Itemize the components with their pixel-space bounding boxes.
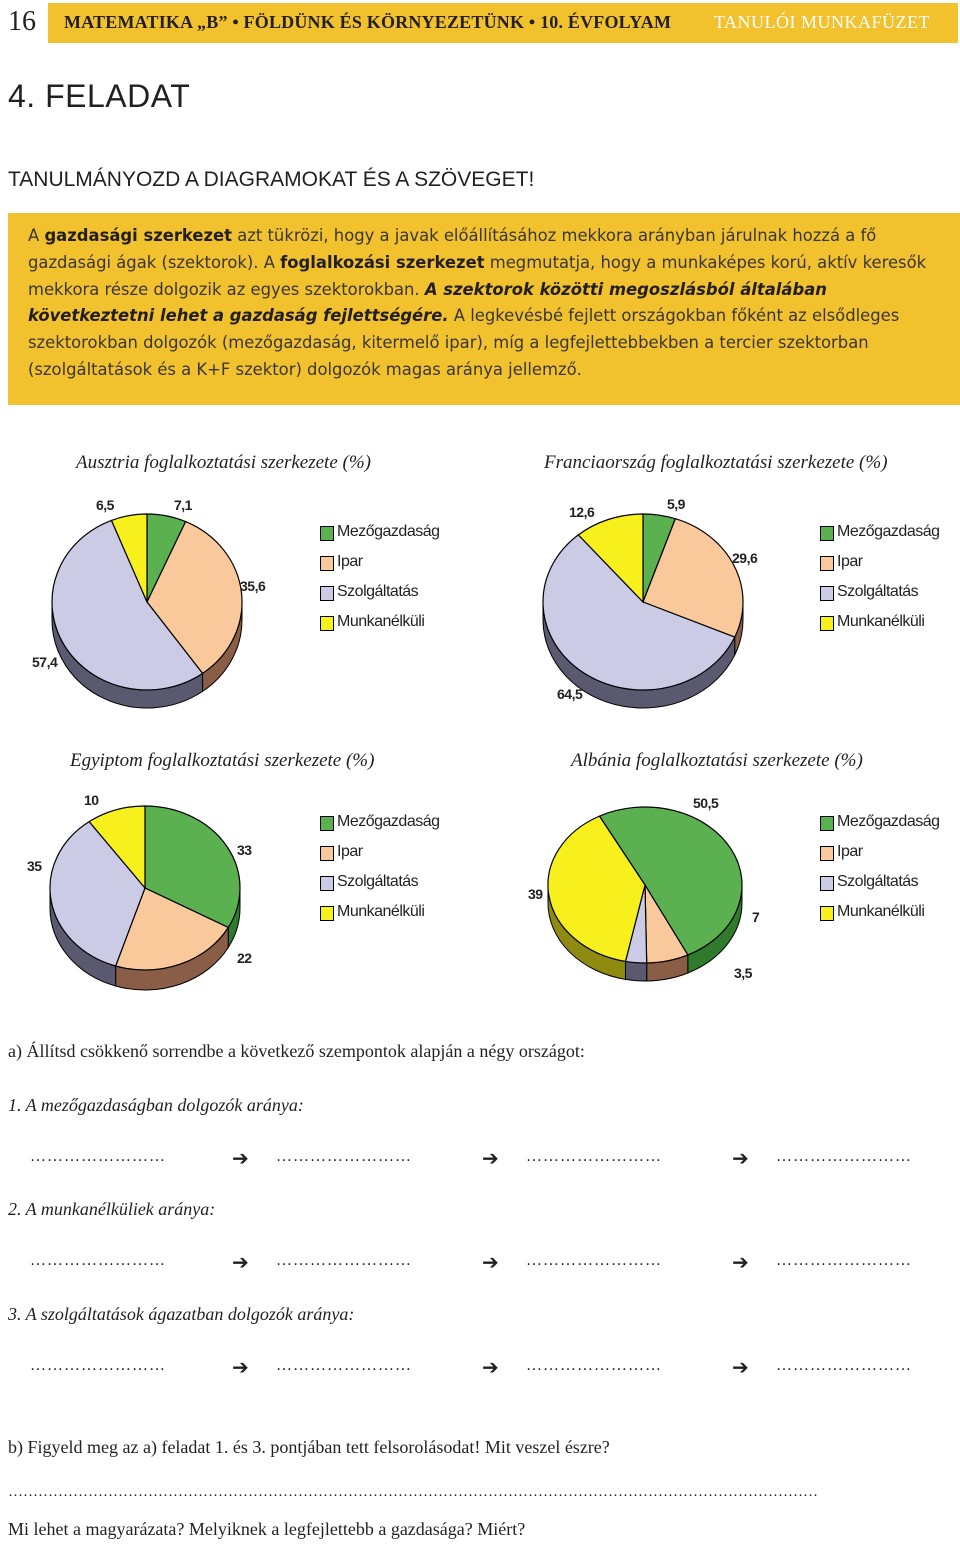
answer-blank[interactable]: …………………… [526,1357,662,1374]
instruction: TANULMÁNYOZD A DIAGRAMOKAT ÉS A SZÖVEGET! [8,168,535,191]
page-number: 16 [8,6,36,37]
legend-label: Szolgáltatás [337,873,419,890]
label-austria-services: 57,4 [32,654,58,670]
label-egypt-services: 35 [27,858,42,874]
arrow-right-icon: ➔ [482,1146,499,1170]
answer-blank[interactable]: …………………… [30,1357,166,1374]
pie-chart-france [540,510,780,710]
arrow-right-icon: ➔ [482,1355,499,1379]
legend-label: Mezőgazdaság [337,813,440,830]
label-albania-industry: 7 [752,909,760,925]
answer-blank[interactable]: …………………… [276,1252,412,1269]
label-egypt-industry: 22 [237,950,252,966]
task-title: 4. FELADAT [8,78,191,114]
legend-swatch [820,906,834,921]
legend-swatch [820,846,834,861]
legend-swatch [820,556,834,571]
label-albania-agriculture: 50,5 [693,795,719,811]
legend-label: Mezőgazdaság [837,813,940,830]
label-france-unemployed: 12,6 [569,504,595,520]
answer-blank[interactable]: …………………… [30,1252,166,1269]
arrow-right-icon: ➔ [232,1250,249,1274]
question-2: 2. A munkanélküliek aránya: [8,1199,216,1219]
label-austria-unemployed: 6,5 [96,497,114,513]
legend-swatch [320,876,334,891]
answer-blank[interactable]: …………………… [776,1357,912,1374]
legend-label: Ipar [837,843,863,860]
label-france-services: 64,5 [557,686,583,702]
legend-label: Szolgáltatás [837,583,919,600]
chart-title-france: Franciaország foglalkoztatási szerkezete (%) [544,452,888,473]
legend-swatch [820,616,834,631]
legend-swatch [820,526,834,541]
pie-side-szolgáltatás [625,961,646,981]
answer-blank[interactable]: …………………… [526,1252,662,1269]
legend-label: Munkanélküli [337,613,425,630]
arrow-right-icon: ➔ [232,1146,249,1170]
legend-swatch [320,816,334,831]
label-egypt-agriculture: 33 [237,842,252,858]
legend-swatch [820,816,834,831]
legend-swatch [820,876,834,891]
info-text-1: A [28,226,45,245]
legend-swatch [320,556,334,571]
answer-blank[interactable]: …………………… [776,1148,912,1165]
legend-swatch [320,616,334,631]
legend-swatch [320,906,334,921]
arrow-right-icon: ➔ [232,1355,249,1379]
info-text-4: A legkevésbé fejlett országokban főként az elsődleges szektorokban dolgozók (mezőgazdaság, kitermelő ipar), míg a legfejlettebbekben a tercier szektorban (szolgáltatások és a K+F szektor) dolgozók magas aránya jellemző. [28,306,900,379]
legend-label: Mezőgazdaság [837,523,940,540]
header-title: MATEMATIKA „B” • FÖLDÜNK ÉS KÖRNYEZETÜNK • 10. ÉVFOLYAM [64,12,672,32]
label-albania-services: 3,5 [734,965,752,981]
answer-line[interactable]: ……………………………………………………………………………………………………………………………………………… [8,1484,818,1500]
label-austria-agriculture: 7,1 [174,497,192,513]
info-text-2: azt tükrözi, hogy a javak előállításához mekkora arányban járulnak hozzá a fő gazdasági ágak (szektorok). A [28,226,877,272]
answer-blank[interactable]: …………………… [276,1357,412,1374]
legend-label: Szolgáltatás [837,873,919,890]
answer-blank[interactable]: …………………… [776,1252,912,1269]
answer-blank[interactable]: …………………… [30,1148,166,1165]
answer-blank[interactable]: …………………… [276,1148,412,1165]
info-text-3: megmutatja, hogy a munkaképes korú, aktív keresők mekkora része dolgozik az egyes szektorokban. [28,252,927,299]
legend-label: Munkanélküli [337,903,425,920]
answer-blank[interactable]: …………………… [526,1148,662,1165]
page-header [0,0,960,46]
legend-label: Ipar [837,553,863,570]
chart-title-austria: Ausztria foglalkoztatási szerkezete (%) [76,452,371,473]
legend-label: Mezőgazdaság [337,523,440,540]
legend-label: Munkanélküli [837,613,925,630]
label-albania-unemployed: 39 [528,886,543,902]
arrow-right-icon: ➔ [732,1146,749,1170]
legend-swatch [320,846,334,861]
arrow-right-icon: ➔ [732,1250,749,1274]
header-right-label: TANULÓI MUNKAFÜZET [713,12,930,32]
label-france-industry: 29,6 [732,550,758,566]
chart-title-egypt: Egyiptom foglalkoztatási szerkezete (%) [70,750,375,771]
legend-swatch [320,526,334,541]
pie-chart-egypt [40,800,280,1000]
chart-title-albania: Albánia foglalkoztatási szerkezete (%) [571,750,863,771]
pie-chart-austria [40,510,280,710]
question-3: 3. A szolgáltatások ágazatban dolgozók aránya: [8,1304,355,1324]
info-italic: A szektorok közötti megoszlásból általában következtetni lehet a gazdaság fejlettségére. [28,279,827,326]
info-bold-1: gazdasági szerkezet [44,226,233,245]
legend-swatch [320,586,334,601]
question-b: b) Figyeld meg az a) feladat 1. és 3. pontjában tett felsorolásodat! Mit veszel észre? [8,1437,610,1457]
question-last: Mi lehet a magyarázata? Melyiknek a legfejlettebb a gazdasága? Miért? [8,1519,526,1539]
label-austria-industry: 35,6 [240,578,266,594]
arrow-right-icon: ➔ [732,1355,749,1379]
question-1: 1. A mezőgazdaságban dolgozók aránya: [8,1095,304,1115]
legend-label: Ipar [337,843,363,860]
legend-label: Munkanélküli [837,903,925,920]
info-box [8,213,960,405]
legend-swatch [820,586,834,601]
legend-label: Szolgáltatás [337,583,419,600]
info-bold-2: foglalkozási szerkezet [280,252,485,272]
label-egypt-unemployed: 10 [84,792,99,808]
arrow-right-icon: ➔ [482,1250,499,1274]
label-france-agriculture: 5,9 [667,496,685,512]
question-a: a) Állítsd csökkenő sorrendbe a következő szempontok alapján a négy országot: [8,1041,585,1061]
legend-label: Ipar [337,553,363,570]
